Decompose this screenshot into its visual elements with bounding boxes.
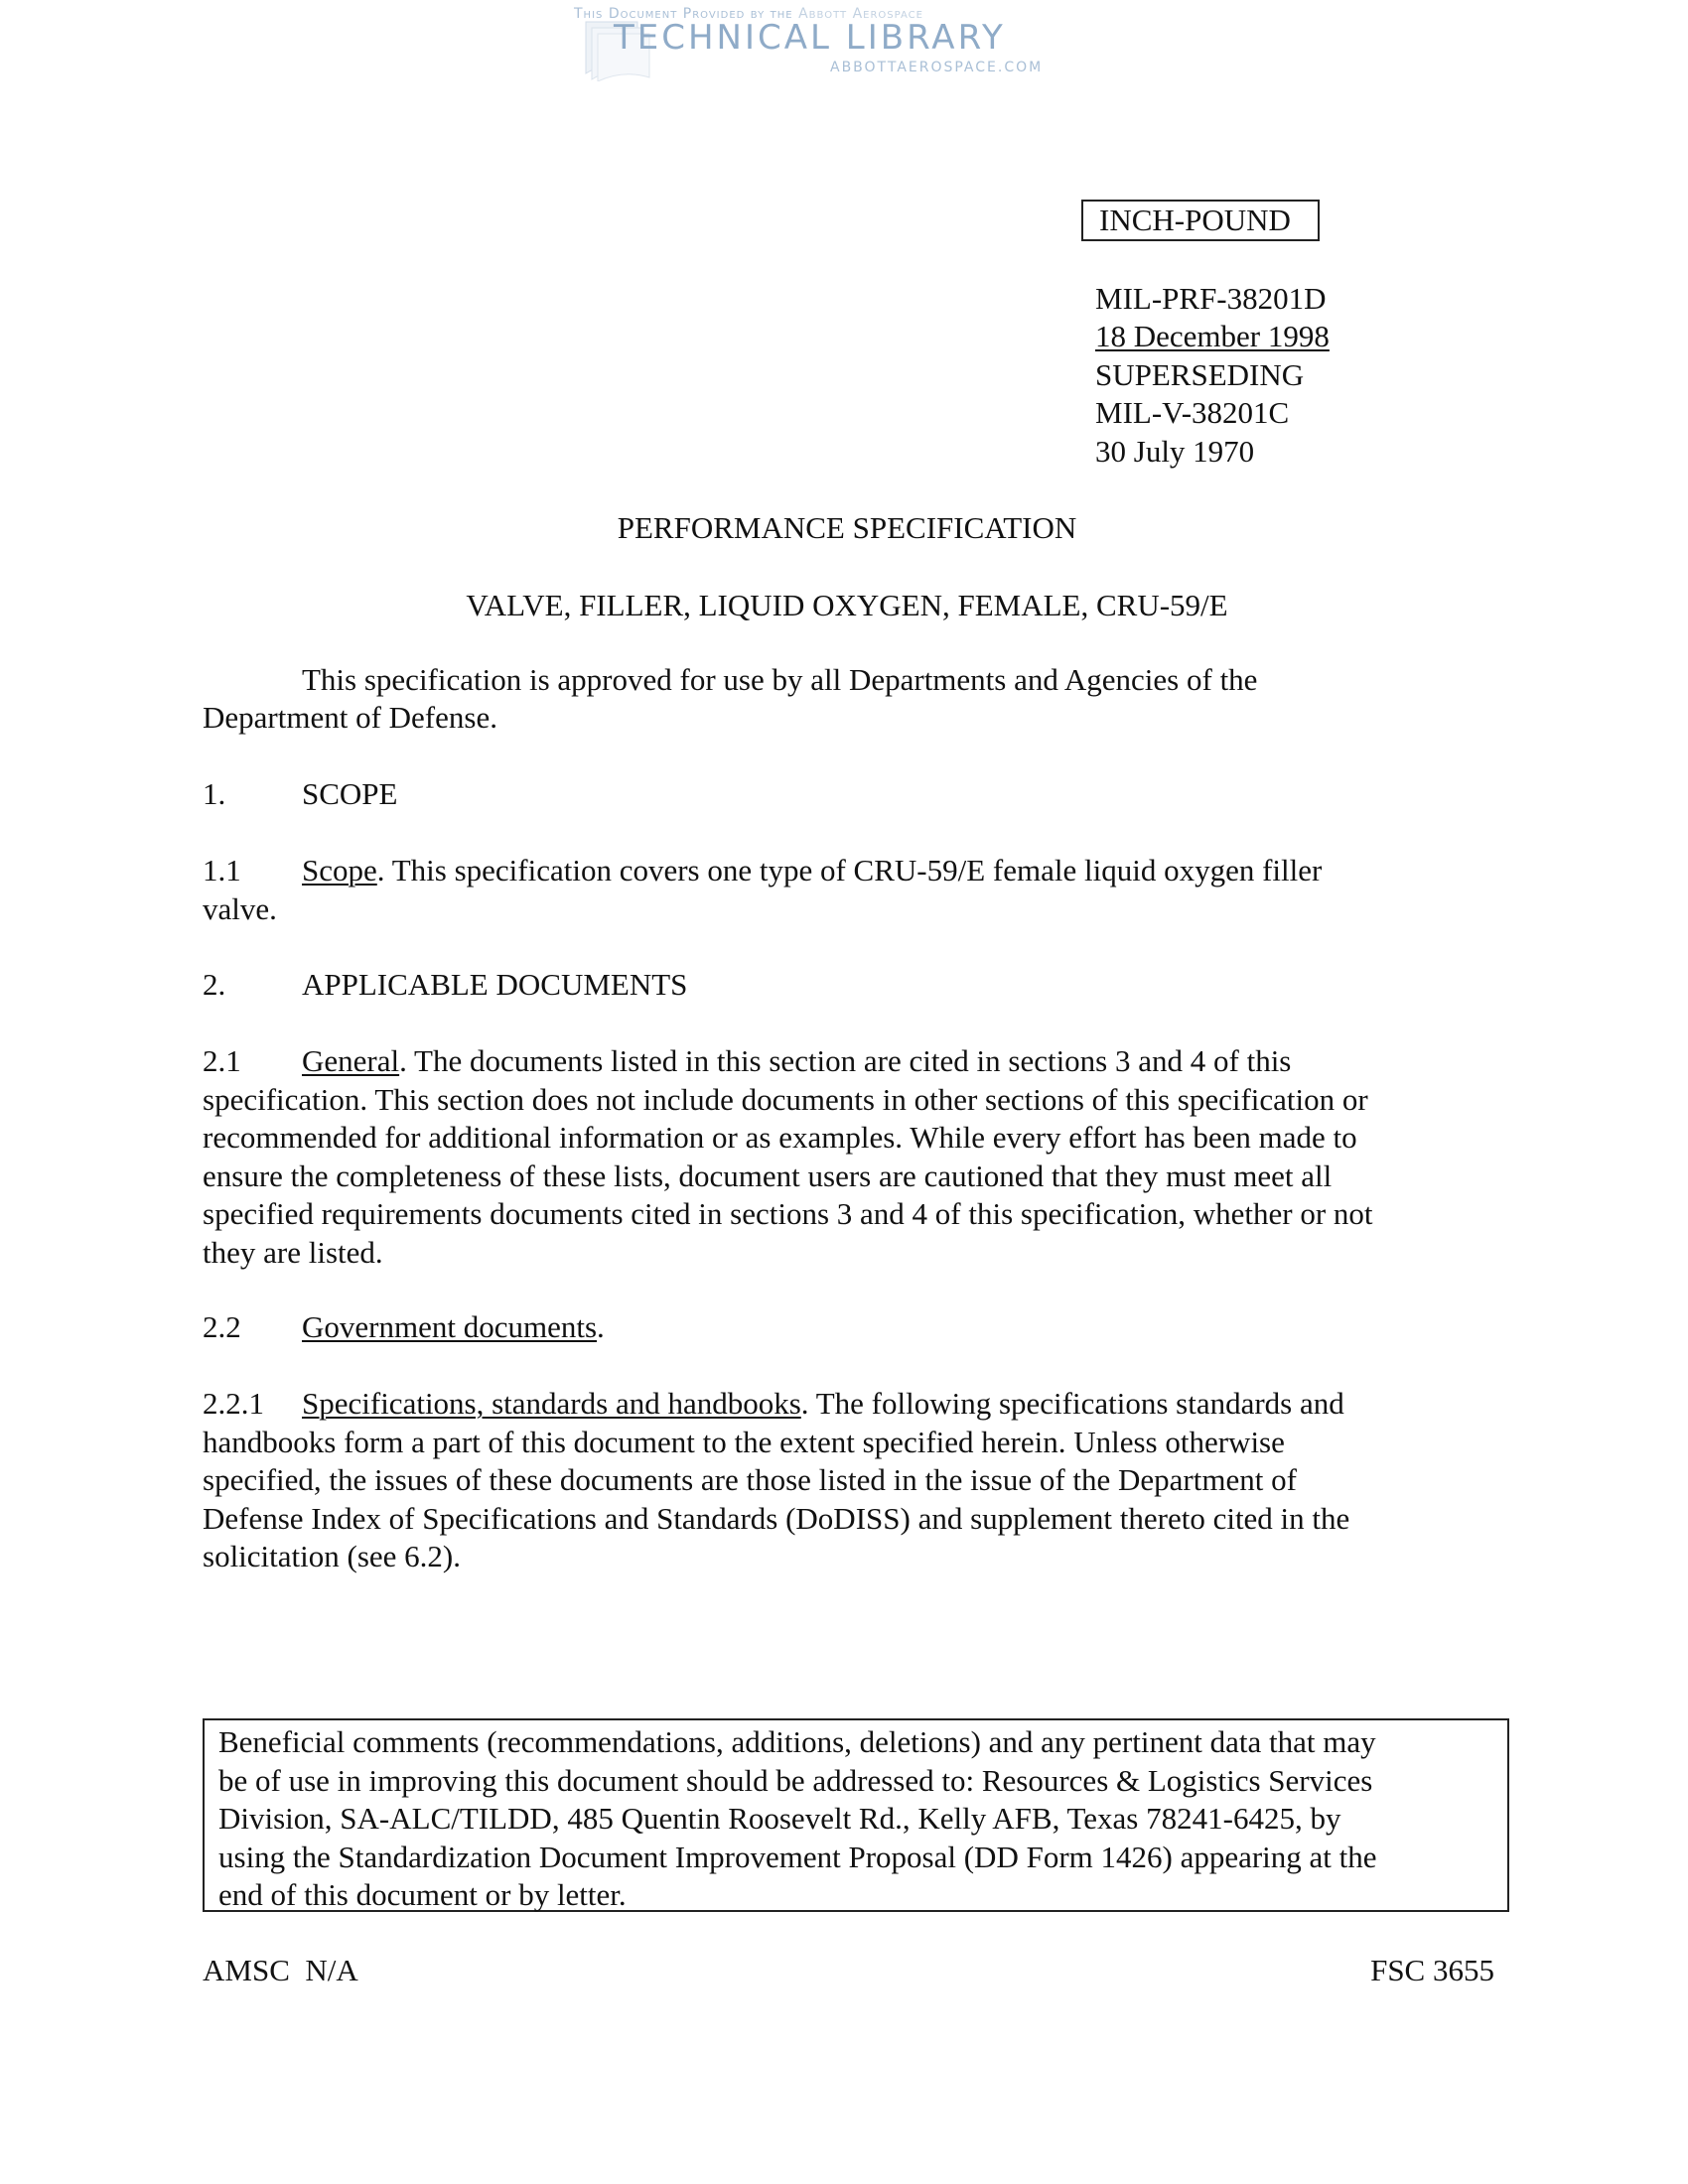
section-heading: Government documents	[302, 1309, 598, 1344]
section-2-2-1-line-1	[203, 1385, 1483, 1424]
doc-date: 18 December 1998	[1095, 319, 1330, 353]
beneficial-comments-box	[203, 1718, 1509, 1912]
comment-line: Division, SA-ALC/TILDD, 485 Quentin Roosevelt Rd., Kelly AFB, Texas 78241-6425, by	[218, 1801, 1341, 1836]
watermark-banner	[574, 4, 1090, 79]
section-number: 2.1	[203, 1043, 241, 1078]
section-heading: Specifications, standards and handbooks	[302, 1386, 801, 1421]
section-1-1-line-2: valve.	[203, 890, 277, 926]
section-2-1	[203, 1042, 1483, 1272]
section-text: . The following specifications standards and	[800, 1386, 1344, 1421]
watermark-url: ABBOTTAEROSPACE.COM	[830, 60, 1044, 75]
section-number: 1.1	[203, 853, 241, 887]
comment-line: using the Standardization Document Improvement Proposal (DD Form 1426) appearing at the	[218, 1839, 1377, 1874]
section-2-2	[203, 1308, 1483, 1347]
watermark-brand: Abbott Aerospace	[798, 6, 923, 22]
superseding-label: SUPERSEDING	[1095, 357, 1305, 392]
paragraph-line: ensure the completeness of these lists, document users are cautioned that they must meet all	[203, 1158, 1333, 1193]
paragraph-line: specified requirements documents cited in sections 3 and 4 of this specification, whether or not	[203, 1196, 1373, 1231]
doc-id: MIL-PRF-38201D	[1095, 281, 1327, 316]
superseded-id: MIL-V-38201C	[1095, 395, 1290, 430]
watermark-provided-text: This Document Provided by the	[574, 6, 793, 22]
section-1-heading	[203, 775, 1483, 814]
section-text: .	[597, 1309, 605, 1344]
section-text: . This specification covers one type of CRU-59/E female liquid oxygen filler	[376, 853, 1323, 887]
section-number: 2.2.1	[203, 1386, 264, 1421]
section-title: SCOPE	[302, 776, 398, 811]
paragraph-line: recommended for additional information or as examples. While every effort has been made to	[203, 1120, 1357, 1155]
section-2-2-1	[203, 1385, 1483, 1576]
superseded-date: 30 July 1970	[1095, 434, 1255, 469]
unit-system-label: INCH-POUND	[1099, 203, 1291, 237]
paragraph-line: handbooks form a part of this document to the extent specified herein. Unless otherwise	[203, 1424, 1285, 1459]
section-1-1-line-1	[203, 852, 1483, 890]
section-heading: Scope	[302, 853, 377, 887]
unit-system-box	[1081, 200, 1320, 241]
section-text: . The documents listed in this section are cited in sections 3 and 4 of this	[399, 1043, 1292, 1078]
section-title: APPLICABLE DOCUMENTS	[302, 967, 688, 1002]
watermark-title: TECHNICAL LIBRARY	[614, 18, 1006, 58]
section-1-1	[203, 852, 1483, 928]
paragraph-line: they are listed.	[203, 1234, 383, 1270]
amsc-code: AMSC N/A	[203, 1953, 358, 1987]
paragraph-line: solicitation (see 6.2).	[203, 1539, 461, 1573]
approval-line-1: This specification is approved for use by all Departments and Agencies of the	[302, 662, 1258, 697]
section-number: 2.2	[203, 1309, 241, 1344]
comment-line: end of this document or by letter.	[218, 1877, 627, 1912]
comment-line: Beneficial comments (recommendations, additions, deletions) and any pertinent data that may	[218, 1724, 1376, 1759]
paragraph-line: specified, the issues of these documents are those listed in the issue of the Department of	[203, 1462, 1297, 1497]
section-2-heading	[203, 966, 1483, 1005]
approval-line-2: Department of Defense.	[203, 700, 497, 735]
paragraph-line: Defense Index of Specifications and Standards (DoDISS) and supplement thereto cited in the	[203, 1500, 1350, 1536]
section-heading: General	[302, 1043, 400, 1078]
paragraph-line: specification. This section does not include documents in other sections of this specification or	[203, 1081, 1368, 1117]
section-number: 1.	[203, 776, 226, 811]
fsc-code: FSC 3655	[1370, 1953, 1494, 1987]
spec-subject-title: VALVE, FILLER, LIQUID OXYGEN, FEMALE, CRU-59/E	[466, 588, 1228, 622]
spec-type-title: PERFORMANCE SPECIFICATION	[617, 510, 1077, 545]
section-number: 2.	[203, 967, 226, 1002]
section-2-1-line-1	[203, 1042, 1483, 1081]
comment-line: be of use in improving this document should be addressed to: Resources & Logistics Services	[218, 1762, 1373, 1798]
